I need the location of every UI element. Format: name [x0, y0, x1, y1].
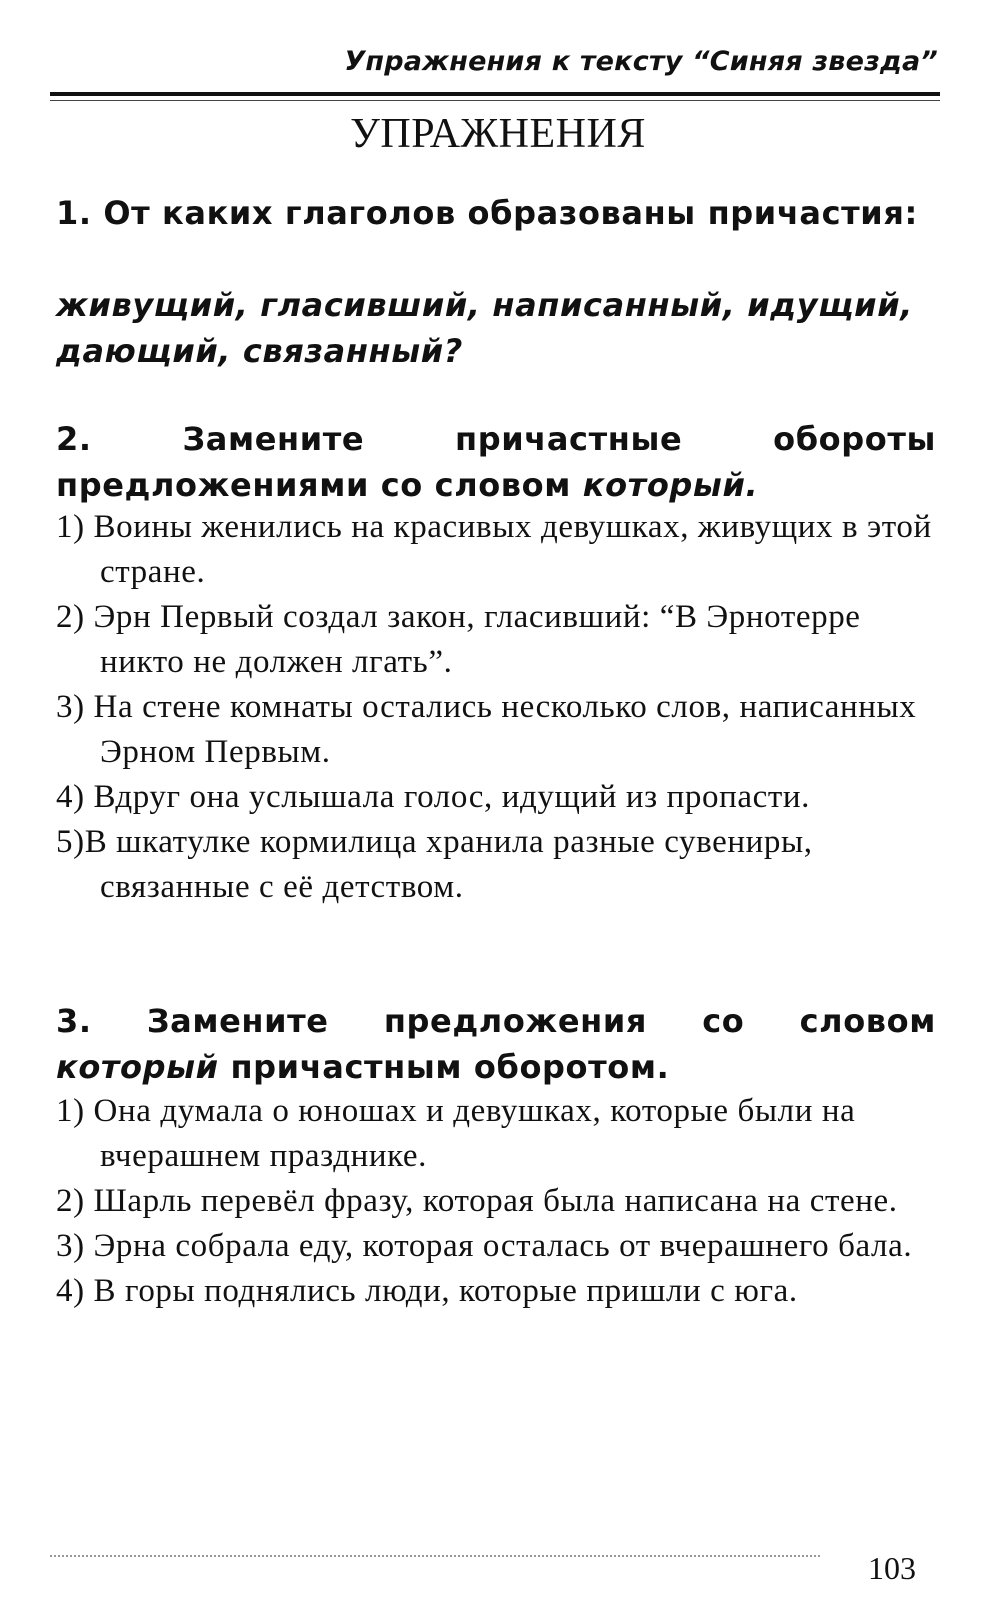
task-2-heading-text: 2. Замените причастные обороты предложениями со словом	[56, 420, 936, 504]
task-2-list	[56, 505, 946, 910]
task-1-heading: 1. От каких глаголов образованы причастия:	[56, 194, 918, 232]
footer-divider	[50, 1555, 820, 1557]
running-head: Упражнения к тексту “Синяя звезда”	[344, 46, 938, 77]
task-2-heading	[56, 416, 936, 508]
task-3-list	[56, 1089, 946, 1314]
task-3-heading-italic: который	[56, 1048, 219, 1086]
page-number: 103	[868, 1550, 916, 1586]
list-item: 3) На стене комнаты остались несколько слов, написанных Эрном Первым.	[56, 689, 917, 770]
header-rule	[50, 92, 940, 96]
list-item: 5)В шкатулке кормилица хранила разные сувениры, связанные с её детством.	[56, 824, 813, 905]
list-item: 4) Вдруг она услышала голос, идущий из пропасти.	[56, 779, 810, 815]
task-1-words: живущий, гласивший, написанный, идущий, дающий, связанный?	[56, 286, 913, 370]
page-title: УПРАЖНЕНИЯ	[350, 111, 646, 157]
list-item: 2) Эрн Первый создал закон, гласивший: “В Эрнотерре никто не должен лгать”.	[56, 599, 861, 680]
list-item: 4) В горы поднялись люди, которые пришли с юга.	[56, 1273, 798, 1309]
task-3-heading	[56, 998, 936, 1090]
list-item: 3) Эрна собрала еду, которая осталась от вчерашнего бала.	[56, 1228, 913, 1264]
list-item: 1) Воины женились на красивых девушках, живущих в этой стране.	[56, 509, 932, 590]
list-item: 1) Она думала о юношах и девушках, которые были на вчерашнем празднике.	[56, 1093, 856, 1174]
task-2-heading-italic: который.	[582, 466, 759, 504]
list-item: 2) Шарль перевёл фразу, которая была написана на стене.	[56, 1183, 898, 1219]
task-3-heading-text: 3. Замените предложения со словом	[56, 1002, 936, 1040]
task-3-heading-tail: причастным оборотом.	[230, 1048, 670, 1086]
header-rule-thin	[50, 100, 940, 101]
